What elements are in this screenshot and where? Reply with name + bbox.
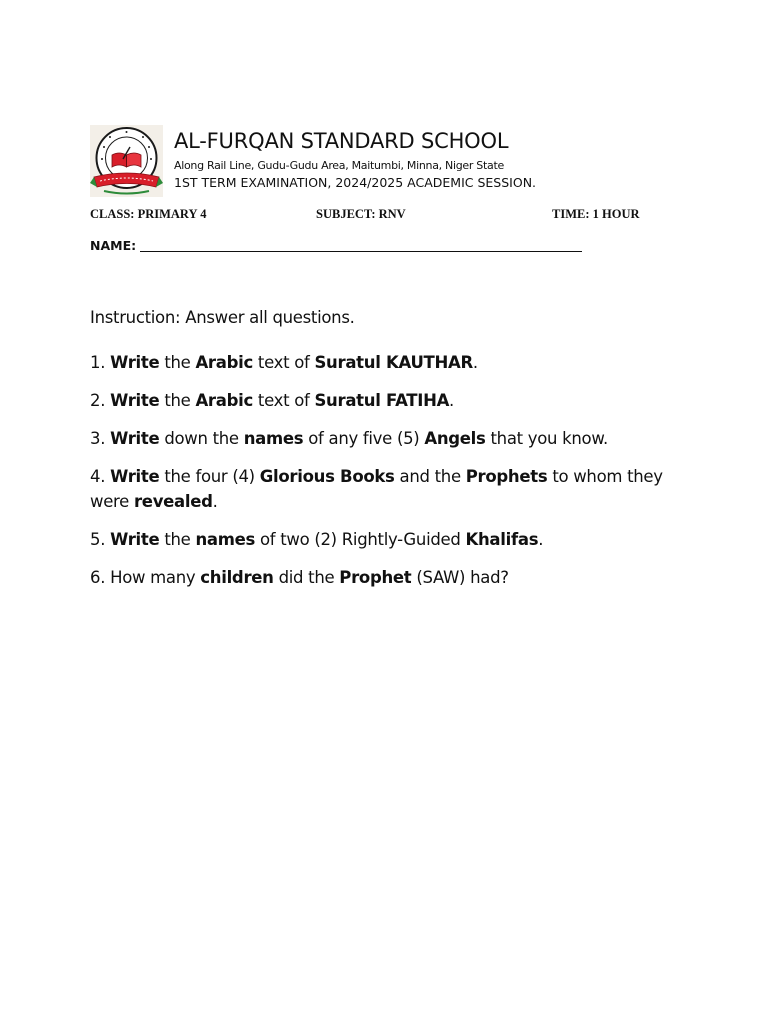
question-keyword: revealed <box>133 492 213 511</box>
question-text: to whom they were <box>90 467 663 511</box>
school-name: AL-FURQAN STANDARD SCHOOL <box>174 129 509 153</box>
question-text: of two (2) Rightly-Guided <box>255 530 466 549</box>
question-text: text of <box>252 391 315 410</box>
question-keyword: Write <box>110 353 160 372</box>
question-item <box>90 565 665 590</box>
question-text: the four (4) <box>159 467 260 486</box>
question-keyword: Write <box>110 467 160 486</box>
question-text: . <box>449 391 454 410</box>
question-keyword: names <box>195 530 256 549</box>
question-keyword: Arabic <box>195 391 253 410</box>
question-keyword: names <box>243 429 304 448</box>
question-keyword: Khalifas <box>465 530 539 549</box>
question-number: 5. <box>90 530 111 549</box>
school-header <box>90 125 690 200</box>
question-number: 2. <box>90 391 111 410</box>
question-text: . <box>212 492 218 511</box>
time-label: TIME: 1 HOUR <box>552 207 640 221</box>
question-item <box>90 426 665 451</box>
name-underline[interactable] <box>140 239 582 252</box>
question-number: 1. <box>90 353 111 372</box>
question-text: . <box>538 530 544 549</box>
question-text: of any five (5) <box>303 429 425 448</box>
question-number: 4. <box>90 467 111 486</box>
question-keyword: Suratul KAUTHAR <box>314 353 473 372</box>
question-number: 3. <box>90 429 111 448</box>
question-text: the <box>159 353 196 372</box>
instruction-text: Instruction: Answer all questions. <box>90 308 355 327</box>
school-crest-logo-icon <box>90 125 163 197</box>
question-item <box>90 388 665 413</box>
question-item <box>90 527 665 552</box>
question-keyword: Prophet <box>339 568 412 587</box>
question-list <box>90 350 665 603</box>
question-keyword: Suratul FATIHA <box>314 391 450 410</box>
question-text: did the <box>273 568 340 587</box>
question-text: the <box>159 530 196 549</box>
question-text: down the <box>159 429 244 448</box>
question-keyword: Prophets <box>465 467 548 486</box>
question-text: that you know. <box>485 429 608 448</box>
exam-title: 1ST TERM EXAMINATION, 2024/2025 ACADEMIC SESSION. <box>174 175 537 190</box>
question-keyword: Glorious Books <box>259 467 395 486</box>
question-item <box>90 350 665 375</box>
subject-label: SUBJECT: RNV <box>316 207 406 221</box>
name-field[interactable] <box>90 238 582 253</box>
question-text: . <box>472 353 478 372</box>
name-label: NAME: <box>90 238 137 253</box>
question-number: 6. <box>90 568 111 587</box>
question-text: the <box>159 391 196 410</box>
question-keyword: Write <box>110 391 160 410</box>
question-keyword: children <box>200 568 274 587</box>
class-label: CLASS: PRIMARY 4 <box>90 207 207 221</box>
school-address: Along Rail Line, Gudu-Gudu Area, Maitumbi, Minna, Niger State <box>174 159 504 172</box>
question-text: How many <box>110 568 201 587</box>
question-item <box>90 464 665 514</box>
question-keyword: Write <box>110 429 160 448</box>
question-text: (SAW) had? <box>411 568 509 587</box>
question-keyword: Write <box>110 530 160 549</box>
question-keyword: Arabic <box>195 353 253 372</box>
question-text: and the <box>394 467 466 486</box>
question-keyword: Angels <box>424 429 486 448</box>
question-text: text of <box>252 353 315 372</box>
